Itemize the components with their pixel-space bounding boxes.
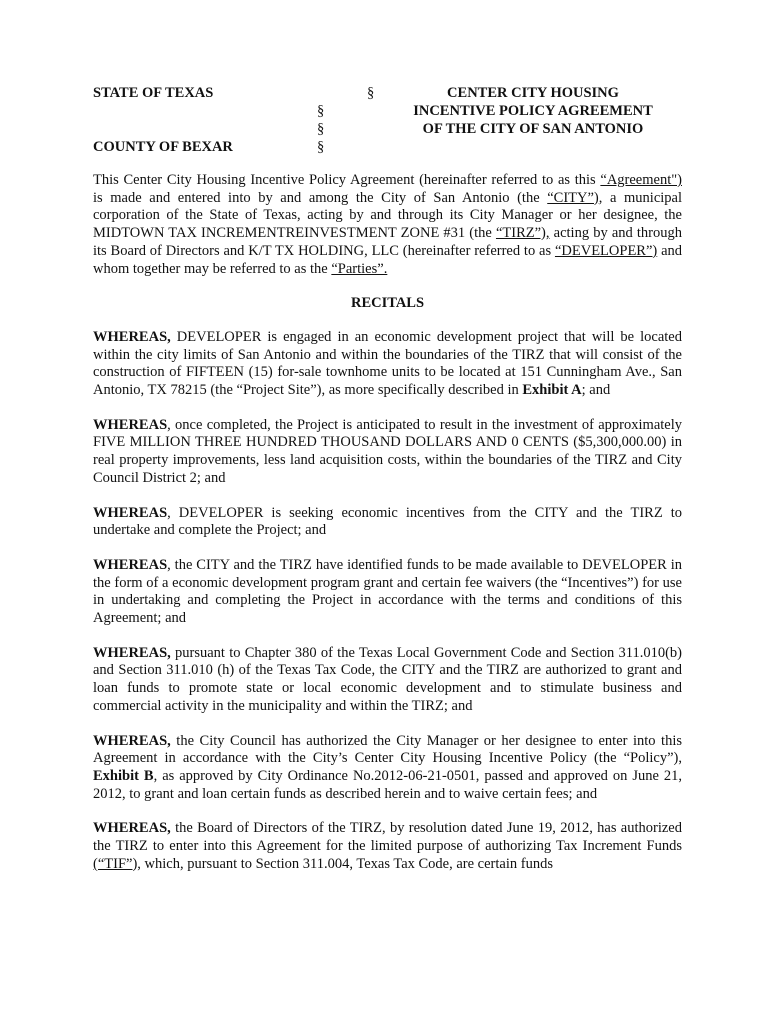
whereas-text: pursuant to Chapter 380 of the Texas Local Government Code and Section 311.010(b) and Section 311.010 (h) of the Texas Tax Code, the CITY and the TIRZ are authorized to grant and loan funds to promote state or local economic development and to stimulate business and commercial activity in the municipality and within the TIRZ; and (93, 644, 682, 714)
whereas-paragraph (93, 505, 682, 540)
intro-text: is made and entered into by and among the City of San Antonio (the (93, 189, 548, 206)
agreement-title-line: OF THE CITY OF SAN ANTONIO (422, 121, 644, 137)
intro-text: This Center City Housing Incentive Policy Agreement (hereinafter referred to as this (93, 172, 601, 188)
whereas-lead: WHEREAS, (93, 328, 171, 345)
agreement-title-line: INCENTIVE POLICY AGREEMENT (413, 103, 653, 119)
intro-text: acting by and through its Board of Directors and K/T TX HOLDING, LLC (hereinafter referred to as (93, 225, 682, 259)
whereas-text: , as approved by City Ordinance No.2012-06-21-0501, passed and approved on June 21, 2012, to grant and loan certain funds as described herein and to waive certain fees; and (93, 767, 682, 802)
defined-term-city: “CITY”) (547, 189, 599, 206)
whereas-paragraph (93, 557, 682, 628)
exhibit-reference: Exhibit B (93, 767, 154, 784)
whereas-lead: WHEREAS (93, 504, 168, 521)
whereas-text: the Board of Directors of the TIRZ, by resolution dated June 19, 2012, has authorized the TIRZ to enter into this Agreement for the limited purpose of authorizing Tax Increment Funds (93, 820, 682, 855)
intro-text: , a municipal corporation of the State of Texas, acting by and through its City Manager or her designee, the MIDTOWN TAX INCREMENTREINVESTMENT ZONE #31 (the (93, 189, 682, 242)
whereas-paragraph (93, 329, 682, 400)
whereas-text: , the CITY and the TIRZ have identified funds to be made available to DEVELOPER in the form of a economic development program grant and certain fee waivers (the “Incentives”) for use in undertaking and completing the Project in accordance with the terms and conditions of this Agreement; and (93, 556, 682, 627)
whereas-text: , DEVELOPER is seeking economic incentives from the CITY and the TIRZ to undertake and complete the Project; and (93, 504, 682, 539)
whereas-text: ; and (581, 382, 611, 399)
state-label: STATE OF TEXAS (93, 85, 214, 101)
section-mark: § (317, 139, 325, 155)
defined-term-tirz: “TIRZ”), (495, 225, 550, 242)
intro-text: and whom together may be referred to as the (93, 242, 682, 277)
defined-term-parties: “Parties”. (331, 260, 388, 277)
whereas-lead: WHEREAS, (93, 732, 171, 749)
exhibit-reference: Exhibit A (522, 382, 582, 399)
section-marks (315, 84, 375, 156)
defined-term-developer: “DEVELOPER”) (554, 242, 658, 259)
whereas-paragraph (93, 417, 682, 488)
whereas-text: the City Council has authorized the City Manager or her designee to enter into this Agreement in accordance with the City’s Center City Housing Incentive Policy (the “Policy”), (93, 732, 682, 767)
defined-term-agreement: “Agreement") (600, 172, 682, 188)
whereas-text: DEVELOPER is engaged in an economic development project that will be located within the city limits of San Antonio and within the boundaries of the TIRZ that will consist of the construction of FIFTEEN (15) for-sale townhome units to be located at 151 Cunningham Ave., San Antonio, TX 78215 (the “Project Site”), as more specifically described in (93, 328, 682, 399)
whereas-lead: WHEREAS, (93, 820, 171, 837)
whereas-lead: WHEREAS (93, 416, 168, 433)
section-mark: § (367, 85, 375, 101)
recitals-heading: RECITALS (350, 295, 425, 312)
agreement-title-line: CENTER CITY HOUSING (447, 85, 619, 101)
whereas-paragraph (93, 820, 682, 873)
section-mark: § (317, 121, 325, 137)
county-label: COUNTY OF BEXAR (93, 139, 233, 155)
defined-term-tif: (“TIF”), (93, 855, 141, 872)
whereas-text: which, pursuant to Section 311.004, Texas Tax Code, are certain funds (140, 855, 553, 872)
whereas-lead: WHEREAS, (93, 644, 171, 661)
whereas-lead: WHEREAS (93, 556, 168, 573)
intro-paragraph (93, 172, 682, 278)
whereas-paragraph (93, 733, 682, 804)
whereas-text: , once completed, the Project is anticipated to result in the investment of approximately FIVE MILLION THREE HUNDRED THOUSAND DOLLARS AND 0 CENTS ($5,300,000.00) in real property improvements, less land acquisition costs, within the boundaries of the TIRZ and City Council District 2; and (93, 416, 682, 486)
whereas-paragraph (93, 645, 682, 716)
section-mark: § (317, 103, 325, 119)
case-caption (93, 84, 668, 156)
agreement-body (93, 172, 682, 891)
agreement-title (408, 84, 658, 138)
